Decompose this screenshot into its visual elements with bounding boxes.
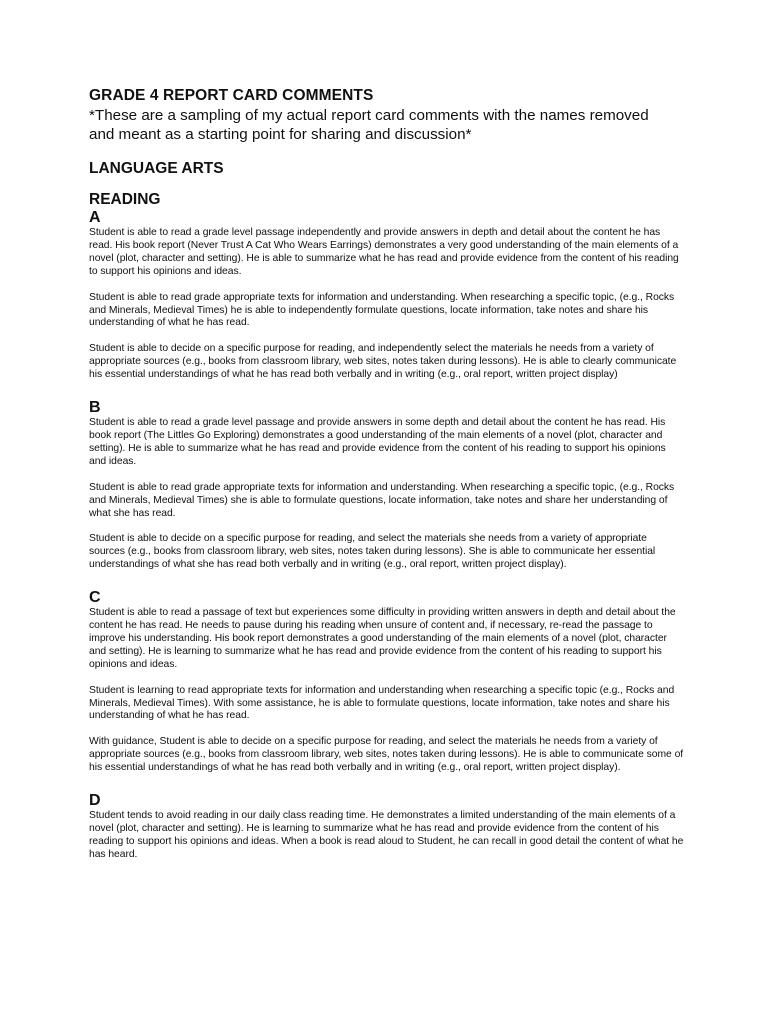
comment-paragraph: Student is able to decide on a specific purpose for reading, and select the materials she needs from a variety of appropriate sources (e.g., books from classroom library, web sites, notes taken during lessons). She is able to communicate her essential understandings of what she has read both verbally and in writing (e.g., oral report, written project display). [89,533,656,571]
grade-block-c [89,589,684,775]
document-title: GRADE 4 REPORT CARD COMMENTS [89,87,374,104]
document-page [89,86,684,875]
comment-paragraph: Student is able to decide on a specific purpose for reading, and independently select the materials he needs from a variety of appropriate sources (e.g., books from classroom library, web sites, notes taken during lessons). He is able to clearly communicate his essential understandings of what he has read both verbally and in writing (e.g., oral report, written project display) [89,343,677,381]
grade-block-b [89,399,684,572]
comment-paragraph: Student tends to avoid reading in our daily class reading time. He demonstrates a limited understanding of the main elements of a novel (plot, character and setting). He is learning to summarize what he has read and provide evidence from the content of his reading to support his opinions and ideas. When a book is read aloud to Student, he can recall in good detail the content of what he has heard. [89,810,684,860]
subsection-title-reading: READING [89,191,161,208]
comment-paragraph: Student is able to read a passage of text but experiences some difficulty in providing written answers in depth and detail about the content he has read. He needs to pause during his reading when unsure of content and, if necessary, re-read the passage to improve his understanding. His book report demonstrates a good understanding of the main elements of a novel (plot, character and setting). He is learning to summarize what he has read and provide evidence from the content of his reading to support his opinions and ideas. [89,607,676,670]
comment-paragraph: Student is able to read grade appropriate texts for information and understanding. When researching a specific topic, (e.g., Rocks and Minerals, Medieval Times) she is able to formulate questions, locate information, take notes and share her understanding of what she has read. [89,481,675,519]
comment-paragraph: Student is able to read a grade level passage independently and provide answers in depth and detail about the content he has read. His book report (Never Trust A Cat Who Wears Earrings) demonstrates a very good understanding of the main elements of a novel (plot, character and setting). He is able to summarize what he has read and provide evidence from the content of his reading to support his opinions and ideas. [89,227,679,277]
comment-paragraph: With guidance, Student is able to decide on a specific purpose for reading, and select the materials he needs from a variety of appropriate sources (e.g., books from classroom library, web sites, notes taken during lessons). He is able to communicate some of his essential understandings of what he has read both verbally and in writing (e.g., oral report, written project display). [89,736,684,774]
grade-letter-d: D [89,792,101,810]
comment-paragraph: Student is able to read grade appropriate texts for information and understanding. When researching a specific topic, (e.g., Rocks and Minerals, Medieval Times) he is able to independently formulate questions, locate information, take notes and share his understanding of what he has read. [89,291,675,329]
grade-letter-c: C [89,589,101,607]
grade-block-d [89,792,684,862]
grade-letter-a: A [89,209,101,226]
comment-paragraph: Student is learning to read appropriate texts for information and understanding when researching a specific topic (e.g., Rocks and Minerals, Medieval Times). With some assistance, he is able to formulate questions, locate information, take notes and share his understanding of what he has read. [89,684,675,722]
section-title-language-arts: LANGUAGE ARTS [89,160,224,177]
grade-block-a [89,209,684,382]
document-subtitle: *These are a sampling of my actual report card comments with the names removed and meant as a starting point for sharing and discussion* [89,107,649,143]
comment-paragraph: Student is able to read a grade level passage and provide answers in some depth and detail about the content he has read. His book report (The Littles Go Exploring) demonstrates a good understanding of the main elements of a novel (plot, character and setting). He is able to summarize what he has read and provide evidence from the content of his reading to support his opinions and ideas. [89,417,666,467]
grade-letter-b: B [89,399,101,417]
